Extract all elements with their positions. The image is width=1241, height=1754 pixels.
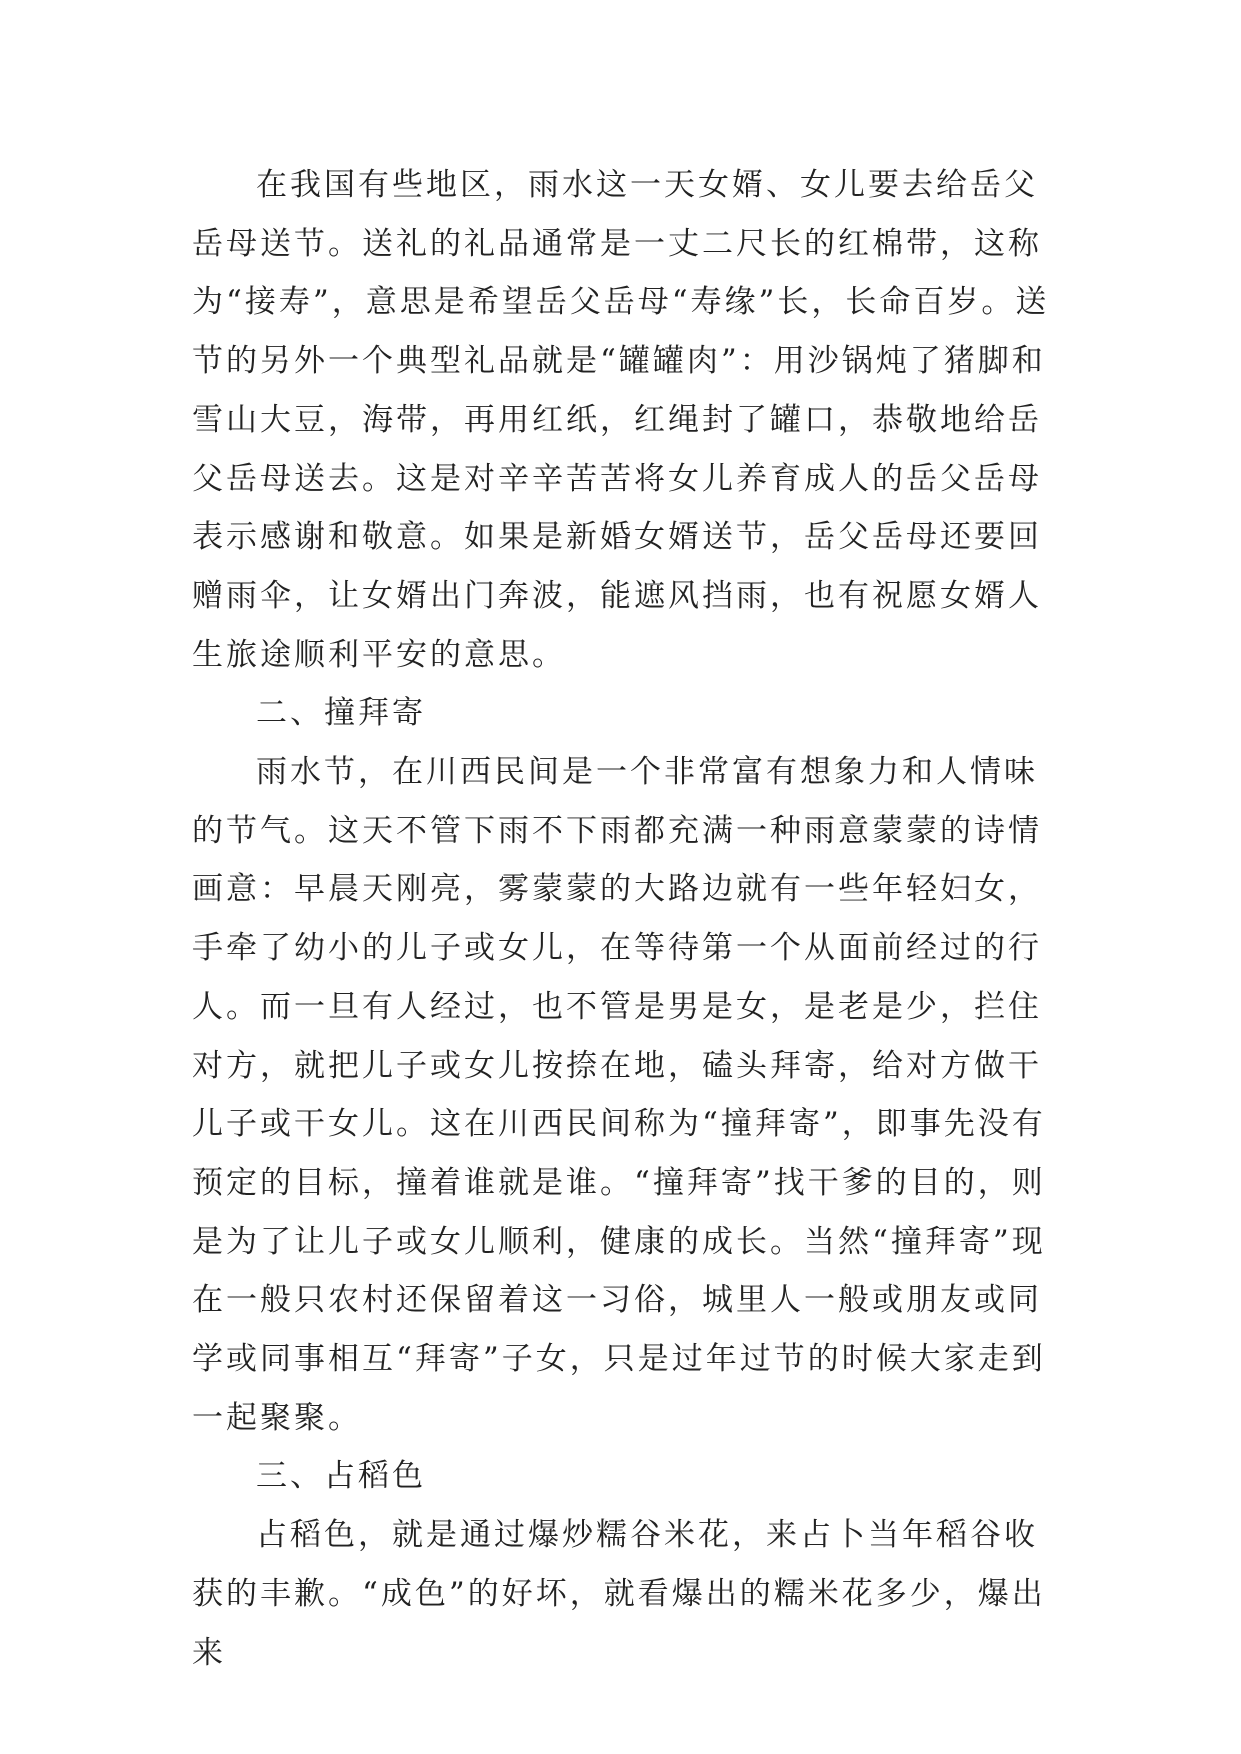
section-heading-zhuang-bai-ji: 二、撞拜寄 [256, 695, 426, 732]
document-body [192, 156, 1062, 1682]
paragraph-zhuang-bai-ji: 雨水节，在川西民间是一个非常富有想象力和人情味的节气。这天不管下雨不下雨都充满一种雨意蒙蒙的诗情画意：早晨天刚亮，雾蒙蒙的大路边就有一些年轻妇女，手牵了幼小的儿子或女儿，在等待第一个从面前经过的行人。而一旦有人经过，也不管是男是女，是老是少，拦住对方，就把儿子或女儿按捺在地，磕头拜寄，给对方做干儿子或干女儿。这在川西民间称为“撞拜寄”，即事先没有预定的目标，撞着谁就是谁。“撞拜寄”找干爹的目的，则是为了让儿子或女儿顺利，健康的成长。当然“撞拜寄”现在一般只农村还保留着这一习俗，城里人一般或朋友或同学或同事相互“拜寄”子女，只是过年过节的时候大家走到一起聚聚。 [192, 754, 1046, 1436]
paragraph-rain-festival-son-in-law: 在我国有些地区，雨水这一天女婿、女儿要去给岳父岳母送节。送礼的礼品通常是一丈二尺长的红棉带，这称为“接寿”，意思是希望岳父岳母“寿缘”长，长命百岁。送节的另外一个典型礼品就是“罐罐肉”：用沙锅炖了猪脚和雪山大豆，海带，再用红纸，红绳封了罐口，恭敬地给岳父岳母送去。这是对辛辛苦苦将女儿养育成人的岳父岳母表示感谢和敬意。如果是新婚女婿送节，岳父岳母还要回赠雨伞，让女婿出门奔波，能遮风挡雨，也有祝愿女婿人生旅途顺利平安的意思。 [192, 167, 1050, 673]
paragraph-zhan-dao-se: 占稻色，就是通过爆炒糯谷米花，来占卜当年稻谷收获的丰歉。“成色”的好坏，就看爆出的糯米花多少，爆出来 [192, 1517, 1046, 1671]
section-heading-zhan-dao-se: 三、占稻色 [256, 1458, 426, 1495]
